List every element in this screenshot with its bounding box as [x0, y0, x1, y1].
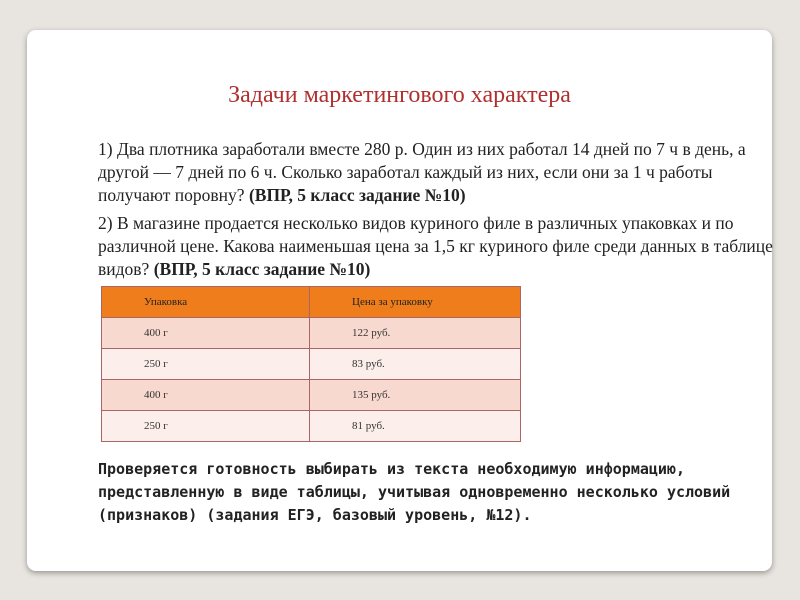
header-package: Упаковка [102, 287, 310, 318]
table-row [102, 349, 521, 380]
cell-price: 83 руб. [310, 349, 521, 380]
slide-title: Задачи маркетингового характера [228, 82, 571, 108]
cell-price: 135 руб. [310, 380, 521, 411]
package-price-table [101, 286, 521, 442]
problem-1 [98, 138, 778, 207]
table-row [102, 380, 521, 411]
problem-1-text: 1) Два плотника заработали вместе 280 р. Один из них работал 14 дней по 7 ч в день, а другой — 7 дней по 6 ч. Сколько заработал каждый из них, если они за 1 ч работы получают поровну? [98, 139, 746, 205]
problem-2 [98, 212, 778, 281]
cell-price: 81 руб. [310, 411, 521, 442]
problem-2-source: (ВПР, 5 класс задание №10) [153, 259, 371, 279]
cell-package: 400 г [102, 318, 310, 349]
cell-package: 400 г [102, 380, 310, 411]
table-row [102, 318, 521, 349]
table-header-row [102, 287, 521, 318]
table-row [102, 411, 521, 442]
problem-2-text: 2) В магазине продается несколько видов куриного филе в различных упаковках и по различной цене. Какова наименьшая цена за 1,5 кг куриного филе среди данных в таблице видов? [98, 213, 773, 279]
problem-1-source: (ВПР, 5 класс задание №10) [248, 185, 466, 205]
cell-package: 250 г [102, 411, 310, 442]
cell-price: 122 руб. [310, 318, 521, 349]
header-price: Цена за упаковку [310, 287, 521, 318]
cell-package: 250 г [102, 349, 310, 380]
slide [27, 30, 772, 571]
assessment-note: Проверяется готовность выбирать из текста необходимую информацию, представленную в виде таблицы, учитывая одновременно несколько условий (признаков) (задания ЕГЭ, базовый уровень, №12). [98, 460, 731, 524]
